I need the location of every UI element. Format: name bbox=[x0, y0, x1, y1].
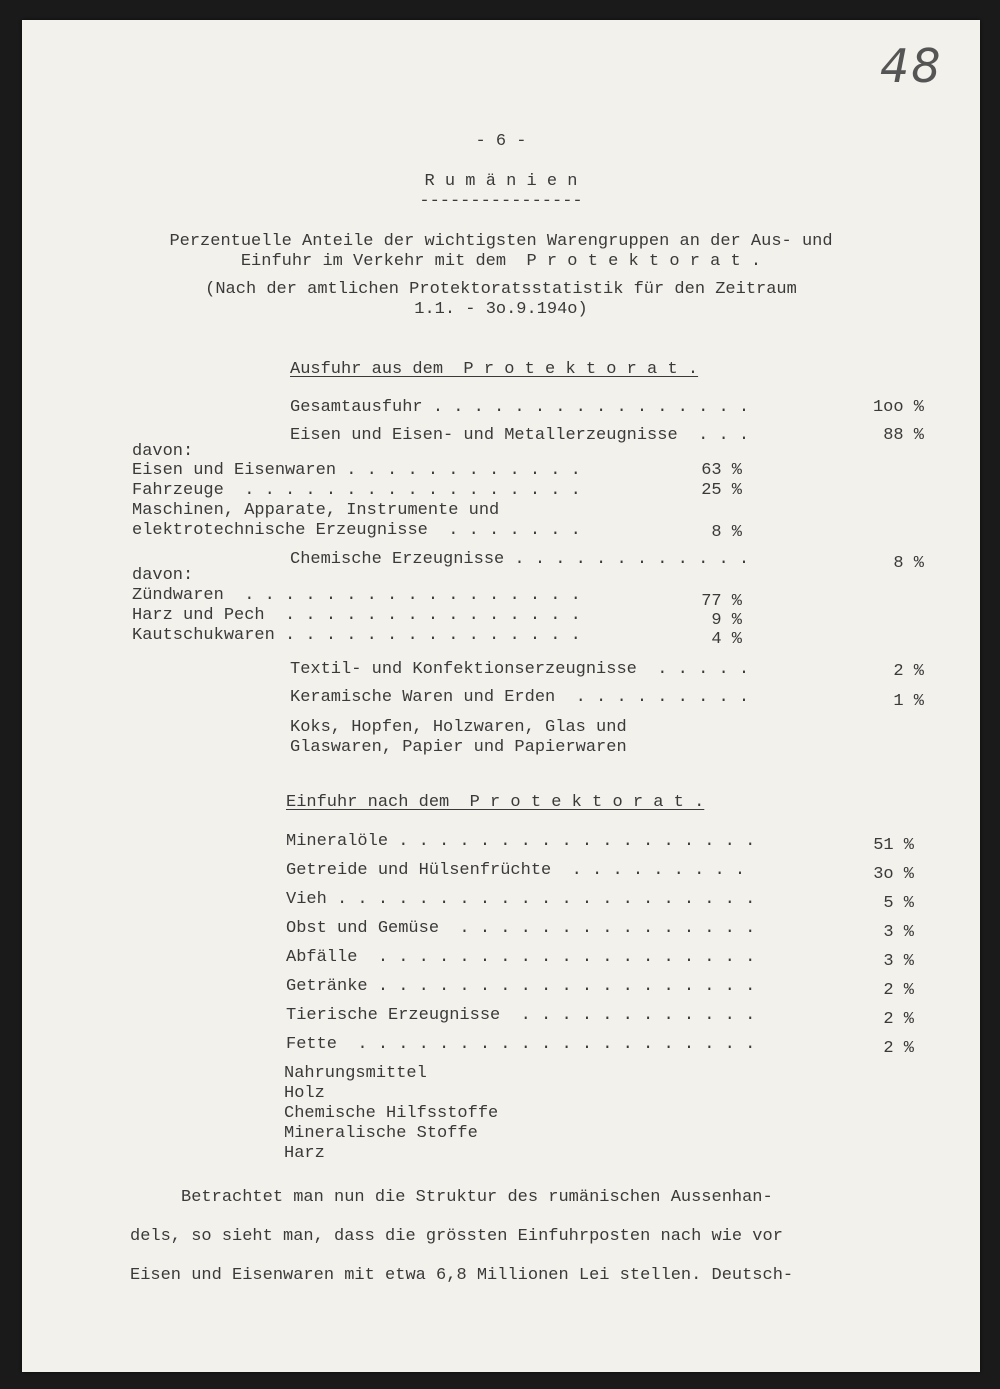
import-other-item: Mineralische Stoffe bbox=[284, 1124, 478, 1143]
import-other-item: Harz bbox=[284, 1144, 325, 1163]
sub-item-value: 9 % bbox=[711, 611, 742, 630]
intro-line: Perzentuelle Anteile der wichtigsten Warengruppen an der Aus- und bbox=[169, 232, 833, 251]
sub-item-label: Harz und Pech . . . . . . . . . . . . . . . bbox=[132, 606, 581, 625]
import-item-value: 5 % bbox=[883, 894, 914, 913]
intro-line: Einfuhr im Verkehr mit dem P r o t e k t o r a t . bbox=[240, 252, 762, 271]
davon-label: davon: bbox=[132, 442, 194, 461]
export-total-label: Gesamtausfuhr . . . . . . . . . . . . . . . . bbox=[290, 398, 750, 417]
paragraph-line: Betrachtet man nun die Struktur des rumänischen Aussenhan- bbox=[130, 1188, 773, 1207]
page-number: - 6 - bbox=[475, 132, 527, 151]
sub-item-value: 77 % bbox=[701, 592, 742, 611]
import-heading: Einfuhr nach dem P r o t e k t o r a t . bbox=[286, 793, 705, 812]
sub-item-label: Eisen und Eisenwaren . . . . . . . . . . . . bbox=[132, 461, 581, 480]
import-other-item: Nahrungsmittel bbox=[284, 1064, 427, 1083]
import-item-value: 3o % bbox=[873, 865, 914, 884]
export-ceramic-label: Keramische Waren und Erden . . . . . . . . . bbox=[290, 688, 750, 707]
sub-item-label: Maschinen, Apparate, Instrumente und bbox=[132, 501, 500, 520]
import-item-value: 3 % bbox=[883, 952, 914, 971]
export-textile-value: 2 % bbox=[893, 662, 924, 681]
paragraph-line: Eisen und Eisenwaren mit etwa 6,8 Millionen Lei stellen. Deutsch- bbox=[130, 1266, 794, 1285]
import-other-item: Chemische Hilfsstoffe bbox=[284, 1104, 499, 1123]
davon-label: davon: bbox=[132, 566, 194, 585]
sub-item-label: Kautschukwaren . . . . . . . . . . . . . . . bbox=[132, 626, 581, 645]
export-heading: Ausfuhr aus dem P r o t e k t o r a t . bbox=[290, 360, 699, 379]
intro-line: 1.1. - 3o.9.194o) bbox=[414, 300, 588, 319]
import-item-value: 51 % bbox=[873, 836, 914, 855]
sub-item-label: Fahrzeuge . . . . . . . . . . . . . . . . . bbox=[132, 481, 581, 500]
export-total-value: 1oo % bbox=[872, 398, 924, 417]
intro-line: (Nach der amtlichen Protektoratsstatistik für den Zeitraum bbox=[205, 280, 797, 299]
paragraph-line: dels, so sieht man, dass die grössten Einfuhrposten nach wie vor bbox=[130, 1227, 783, 1246]
sub-item-value: 8 % bbox=[711, 523, 742, 542]
import-item-value: 2 % bbox=[883, 1010, 914, 1029]
export-misc-line: Glaswaren, Papier und Papierwaren bbox=[290, 738, 627, 757]
export-chem-value: 8 % bbox=[893, 554, 924, 573]
export-misc-line: Koks, Hopfen, Holzwaren, Glas und bbox=[290, 718, 627, 737]
import-item-value: 3 % bbox=[883, 923, 914, 942]
import-item-label: Tierische Erzeugnisse . . . . . . . . . . . . bbox=[286, 1006, 756, 1025]
country-title: R u m ä n i e n bbox=[424, 172, 578, 191]
country-title-underline: ---------------- bbox=[419, 192, 583, 211]
import-item-label: Getreide und Hülsenfrüchte . . . . . . . . . bbox=[286, 861, 746, 880]
sub-item-label: Zündwaren . . . . . . . . . . . . . . . . . bbox=[132, 586, 581, 605]
export-textile-label: Textil- und Konfektionserzeugnisse . . . . . bbox=[290, 660, 750, 679]
import-item-label: Obst und Gemüse . . . . . . . . . . . . . . . bbox=[286, 919, 756, 938]
import-item-label: Vieh . . . . . . . . . . . . . . . . . . . . . bbox=[286, 890, 756, 909]
import-other-item: Holz bbox=[284, 1084, 325, 1103]
export-iron-label: Eisen und Eisen- und Metallerzeugnisse . . . bbox=[290, 426, 750, 445]
import-item-value: 2 % bbox=[883, 981, 914, 1000]
handwritten-page-number: 48 bbox=[880, 39, 943, 93]
sub-item-value: 25 % bbox=[701, 481, 742, 500]
export-chem-label: Chemische Erzeugnisse . . . . . . . . . . . . bbox=[290, 550, 750, 569]
sub-item-value: 63 % bbox=[701, 461, 742, 480]
import-item-label: Fette . . . . . . . . . . . . . . . . . . . . bbox=[286, 1035, 756, 1054]
export-iron-value: 88 % bbox=[883, 426, 924, 445]
sub-item-value: 4 % bbox=[711, 630, 742, 649]
import-item-value: 2 % bbox=[883, 1039, 914, 1058]
import-item-label: Mineralöle . . . . . . . . . . . . . . . . . . bbox=[286, 832, 756, 851]
import-item-label: Abfälle . . . . . . . . . . . . . . . . . . . bbox=[286, 948, 756, 967]
sub-item-label: elektrotechnische Erzeugnisse . . . . . . . bbox=[132, 521, 581, 540]
document-page bbox=[22, 20, 980, 1372]
export-ceramic-value: 1 % bbox=[893, 692, 924, 711]
import-item-label: Getränke . . . . . . . . . . . . . . . . . . . bbox=[286, 977, 756, 996]
